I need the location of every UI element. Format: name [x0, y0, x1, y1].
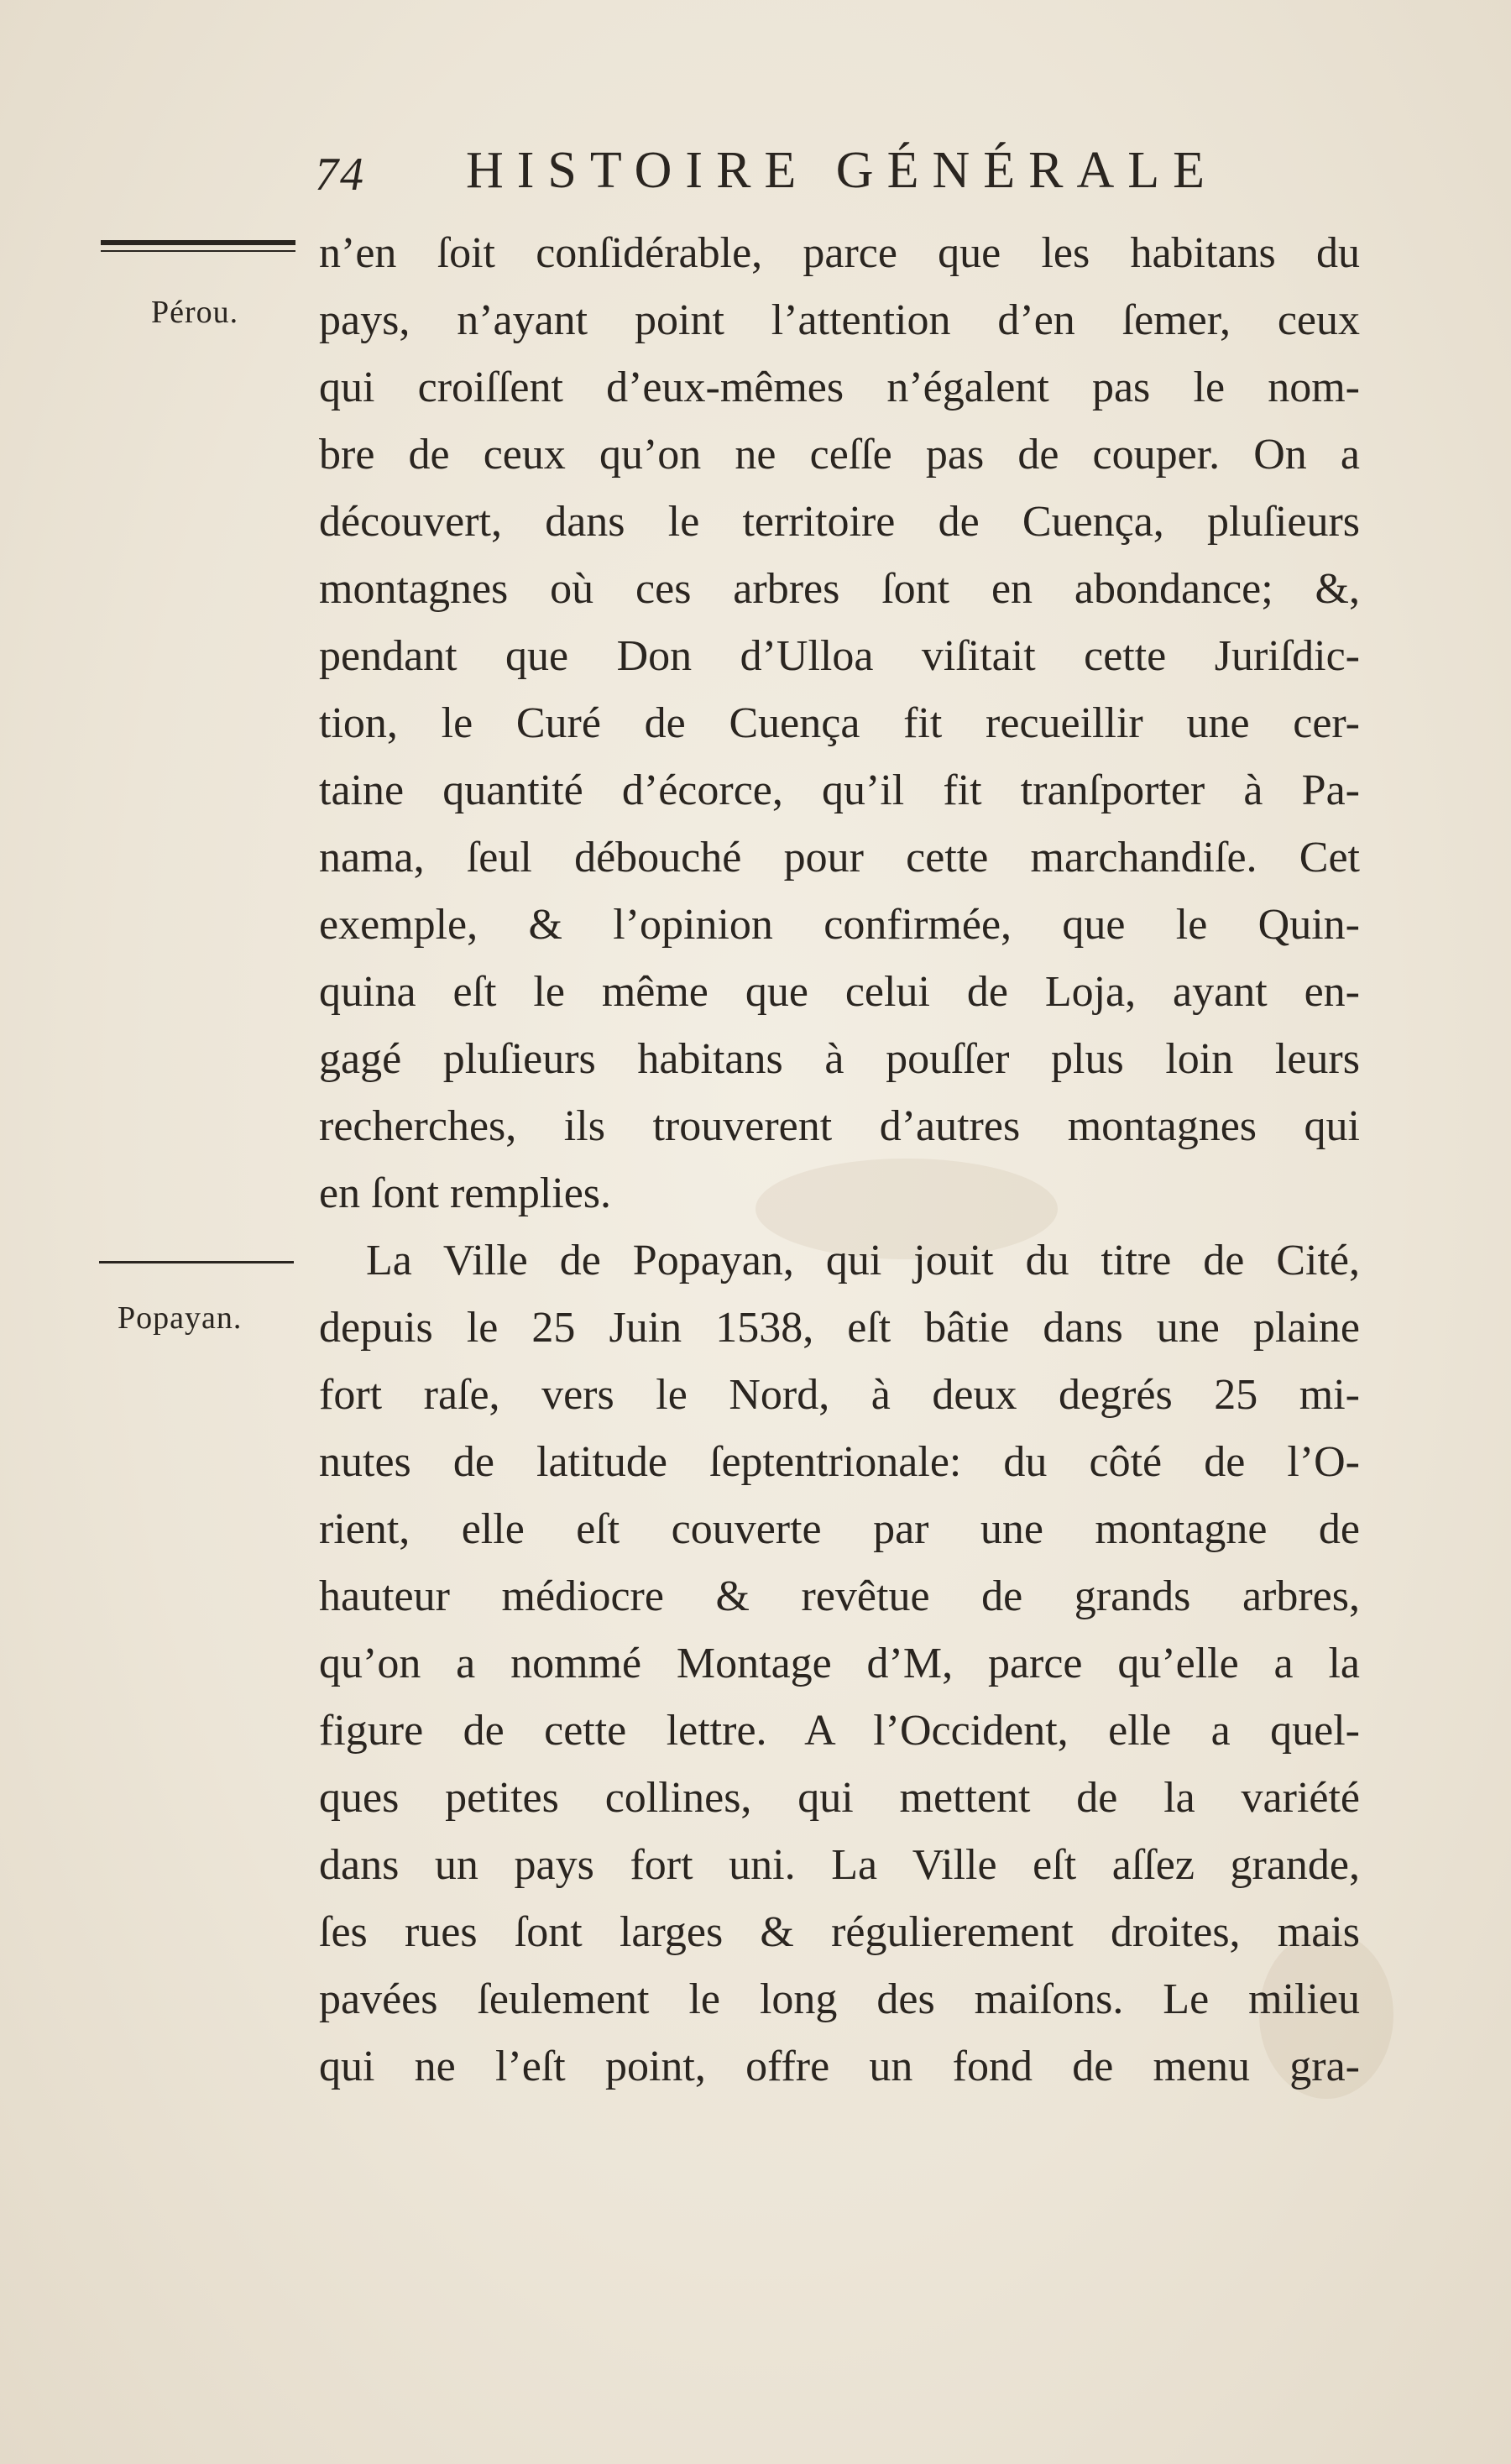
text-line: pays, n’ayant point l’attention d’en ſemer, ceux: [319, 296, 1360, 344]
text-line: ques petites collines, qui mettent de la variété: [319, 1774, 1360, 1822]
text-line: montagnes où ces arbres ſont en abondance; &,: [319, 565, 1360, 613]
margin-rule: [101, 250, 295, 252]
text-line: taine quantité d’écorce, qu’il fit tranſporter à Pa-: [319, 766, 1360, 814]
sidenote-peru: Pérou.: [151, 295, 239, 330]
text-line: pendant que Don d’Ulloa viſitait cette Juriſdic-: [319, 632, 1360, 680]
text-line: gagé pluſieurs habitans à pouſſer plus loin leurs: [319, 1035, 1360, 1083]
text-line: qui ne l’eſt point, offre un fond de menu gra-: [319, 2043, 1360, 2090]
text-line: recherches, ils trouverent d’autres montagnes qui: [319, 1102, 1360, 1150]
text-line: en ſont remplies.: [319, 1169, 612, 1217]
text-line: nama, ſeul débouché pour cette marchandiſe. Cet: [319, 834, 1360, 881]
text-line: n’en ſoit conſidérable, parce que les habitans du: [319, 229, 1360, 277]
paragraph-start: La Ville de Popayan, qui jouit du titre de Cité,: [366, 1237, 1360, 1284]
text-line: tion, le Curé de Cuença fit recueillir une cer-: [319, 699, 1360, 747]
running-head: [315, 141, 1221, 217]
text-line: ſes rues ſont larges & régulierement droites, mais: [319, 1908, 1360, 1956]
text-line: dans un pays fort uni. La Ville eſt aſſez grande,: [319, 1841, 1360, 1889]
margin-rule: [99, 1261, 294, 1263]
text-line: nutes de latitude ſeptentrionale: du côté de l’O-: [319, 1438, 1360, 1486]
text-line: découvert, dans le territoire de Cuença, pluſieurs: [319, 498, 1360, 546]
running-title: HISTOIRE GÉNÉRALE: [466, 142, 1218, 199]
text-line: quina eſt le même que celui de Loja, ayant en-: [319, 968, 1360, 1016]
sidenote-popayan: Popayan.: [118, 1300, 243, 1336]
text-line: figure de cette lettre. A l’Occident, elle a quel-: [319, 1707, 1360, 1755]
text-line: rient, elle eſt couverte par une montagne de: [319, 1505, 1360, 1553]
text-line: pavées ſeulement le long des maiſons. Le milieu: [319, 1975, 1360, 2023]
page-number: 74: [315, 149, 365, 201]
text-line: exemple, & l’opinion confirmée, que le Quin-: [319, 901, 1360, 949]
text-line: fort raſe, vers le Nord, à deux degrés 25 mi-: [319, 1371, 1360, 1419]
margin-rule: [101, 240, 295, 245]
text-line: hauteur médiocre & revêtue de grands arbres,: [319, 1572, 1360, 1620]
text-line: qu’on a nommé Montage d’M, parce qu’elle a la: [319, 1640, 1360, 1687]
text-line: qui croiſſent d’eux-mêmes n’égalent pas le nom-: [319, 364, 1360, 411]
text-line: bre de ceux qu’on ne ceſſe pas de couper. On a: [319, 431, 1360, 479]
text-line: depuis le 25 Juin 1538, eſt bâtie dans une plaine: [319, 1304, 1360, 1352]
